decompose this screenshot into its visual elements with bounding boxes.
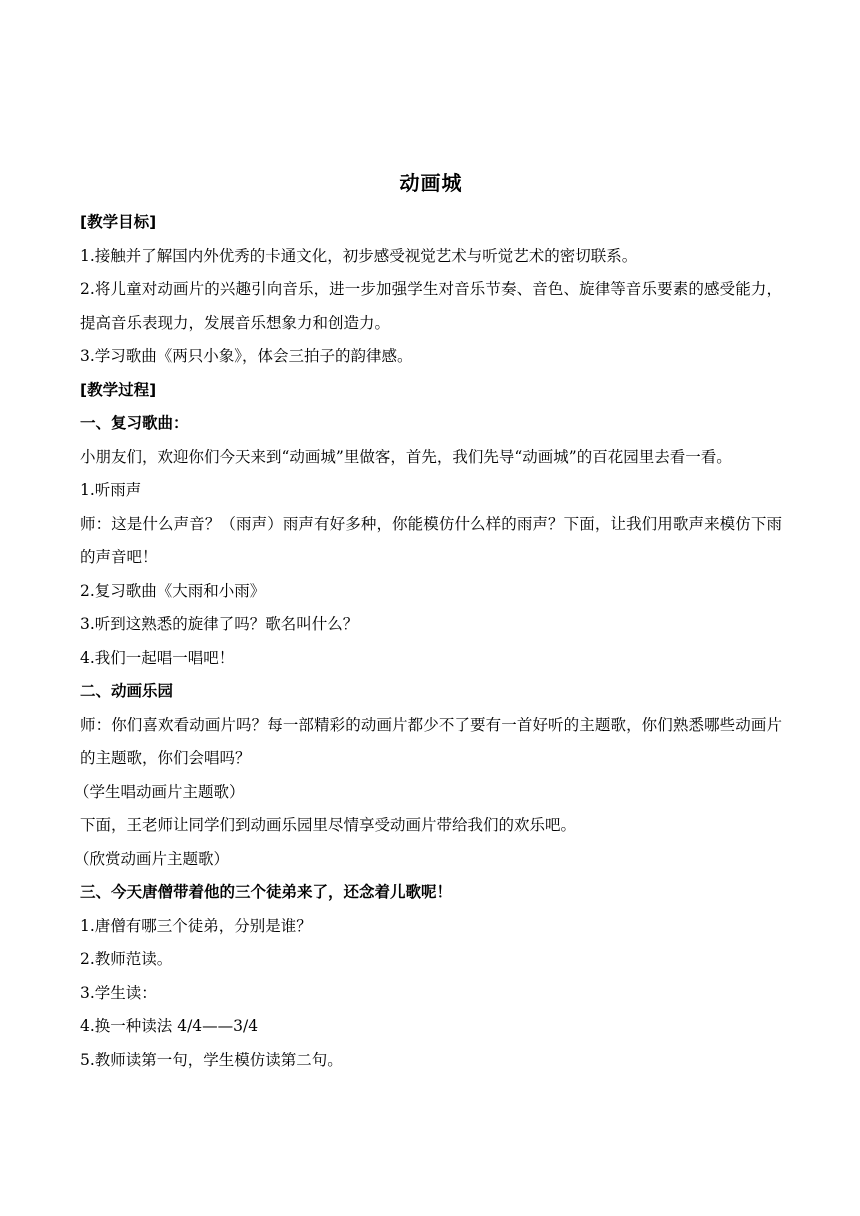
process-heading: [教学过程] — [80, 380, 157, 399]
section-1-teacher: 师：这是什么声音？（雨声）雨声有好多种，你能模仿什么样的雨声？下面，让我们用歌声来模仿下雨的声音吧！ — [80, 514, 782, 566]
goal-1: 1.接触并了解国内外优秀的卡通文化，初步感受视觉艺术与听觉艺术的密切联系。 — [80, 246, 638, 265]
section-1-heading: 一、复习歌曲： — [80, 414, 189, 432]
section-2-note-1: （学生唱动画片主题歌） — [74, 782, 245, 801]
goal-2: 2.将儿童对动画片的兴趣引向音乐，进一步加强学生对音乐节奏、音色、旋律等音乐要素的感受能力，提高音乐表现力，发展音乐想象力和创造力。 — [80, 280, 782, 332]
section-3-item-3: 3.学生读： — [80, 983, 157, 1002]
section-3-heading: 三、今天唐僧带着他的三个徒弟来了，还念着儿歌呢！ — [80, 883, 453, 901]
section-2-text: 下面，王老师让同学们到动画乐园里尽情享受动画片带给我们的欢乐吧。 — [80, 816, 577, 834]
section-1-item-3: 3.听到这熟悉的旋律了吗？歌名叫什么？ — [80, 615, 359, 633]
section-2-heading: 二、动画乐园 — [80, 682, 174, 700]
goal-3: 3.学习歌曲《两只小象》，体会三拍子的韵律感。 — [80, 347, 413, 365]
section-3-item-4: 4.换一种读法 4/4——3/4 — [80, 1017, 259, 1035]
section-1-item-4: 4.我们一起唱一唱吧！ — [80, 648, 235, 667]
section-3-item-1: 1.唐僧有哪三个徒弟，分别是谁？ — [80, 916, 312, 935]
section-2-teacher: 师：你们喜欢看动画片吗？每一部精彩的动画片都少不了要有一首好听的主题歌，你们熟悉哪些动画片的主题歌，你们会唱吗？ — [80, 715, 782, 767]
section-1-item-1: 1.听雨声 — [80, 481, 142, 499]
section-3-item-5: 5.教师读第一句，学生模仿读第二句。 — [80, 1050, 343, 1069]
section-1-item-2: 2.复习歌曲《大雨和小雨》 — [80, 581, 266, 600]
section-2-note-2: （欣赏动画片主题歌） — [74, 849, 230, 868]
section-1-intro: 小朋友们，欢迎你们今天来到“动画城”里做客，首先，我们先导“动画城”的百花园里去看一看。 — [80, 447, 732, 466]
goals-heading: [教学目标] — [80, 213, 157, 231]
section-3-item-2: 2.教师范读。 — [80, 950, 173, 968]
document-title: 动画城 — [399, 171, 463, 195]
document-page — [74, 168, 782, 1077]
